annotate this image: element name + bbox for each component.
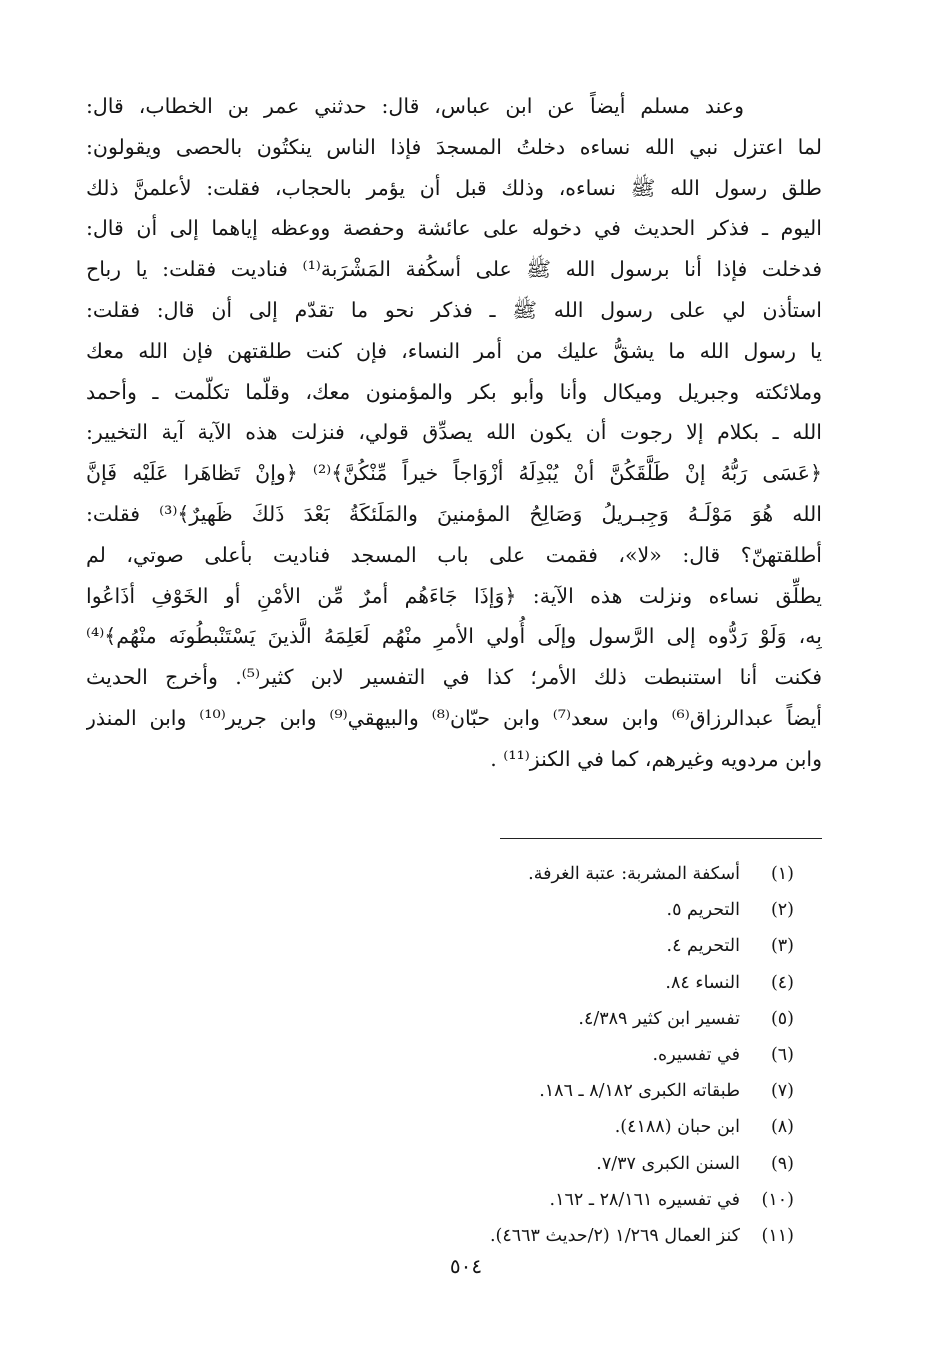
footnote <box>274 1109 794 1145</box>
footnote-number: (٢) <box>770 900 794 921</box>
text-line: يا رسول الله ما يشقُّ عليك من أمر النساء، فإن كنت طلقتهن فإن الله معك <box>86 338 822 363</box>
footnote-number: (٥) <box>770 1008 794 1029</box>
footnote-number: (١٠) <box>761 1189 794 1210</box>
footnote-text: أسكفة المشربة: عتبة الغرفة. <box>528 864 740 884</box>
text-line: استأذن لي على رسول الله ﷺ ـ فذكر نحو ما تقدّم إلى أن قال: فقلت: <box>86 297 822 322</box>
footnote-number: (٩) <box>770 1153 794 1174</box>
footnote-text: النساء ٨٤. <box>665 972 740 993</box>
footnote <box>274 1146 794 1182</box>
text-line: بِه، وَلَوْ رَدُّوه إلى الرَّسول وإلَى أُولي الأمرِ منْهُم لَعَلِمَهُ الَّذينَ يَسْتَنْبطُونَه منْهُم﴾⁽⁴⁾ <box>86 624 822 649</box>
text-line: أيضاً عبدالرزاق⁽⁶⁾ وابن سعد⁽⁷⁾ وابن حبّان⁽⁸⁾ والبيهقي⁽⁹⁾ وابن جرير⁽¹⁰⁾ وابن المنذر <box>86 705 822 730</box>
footnote <box>274 892 794 928</box>
footnotes <box>274 856 794 1254</box>
text-line: أطلقتهنّ؟ قال: «لا»، فقمت على باب المسجد فناديت بأعلى صوتي، لم <box>86 542 822 567</box>
footnote-text: تفسير ابن كثير ٤/٣٨٩. <box>578 1008 740 1029</box>
footnote-number: (١) <box>770 864 794 884</box>
footnote <box>274 856 794 892</box>
footnote <box>274 1001 794 1037</box>
text-line: لما اعتزل نبي الله نساءه دخلتُ المسجدَ فإذا الناس ينكتُون بالحصى ويقولون: <box>86 134 822 159</box>
footnote-text: طبقاته الكبرى ٨/١٨٢ ـ ١٨٦. <box>539 1081 740 1102</box>
footnote-text: في تفسيره. <box>652 1044 740 1065</box>
footnote-number: (٧) <box>770 1081 794 1102</box>
footnote-text: في تفسيره ٢٨/١٦١ ـ ١٦٢. <box>549 1189 740 1210</box>
footnote-text: التحريم ٤. <box>666 936 740 957</box>
text-line: وعند مسلم أيضاً عن ابن عباس، قال: حدثني عمر بن الخطاب، قال: <box>86 94 744 118</box>
text-line: فكنت أنا استنبطت ذلك الأمر؛ كذا في التفسير لابن كثير⁽⁵⁾. وأخرج الحديث <box>86 665 822 690</box>
text-line: ﴿عَسَى رَبُّهُ إنْ طَلَّقَكُنَّ أنْ يُبْدِلَهُ أزْوَاجاً خيراً مِّنْكُنَّ﴾⁽²⁾ ﴿وإنْ تَظاهَرا عَلَيْه فَإنَّ <box>86 461 822 486</box>
page-number: ٥٠٤ <box>449 1254 483 1278</box>
footnote-number: (٤) <box>770 972 794 993</box>
footnote <box>274 1073 794 1109</box>
footnote-text: كنز العمال ١/٢٦٩ (٢/حديث ٤٦٦٣). <box>489 1225 740 1246</box>
text-line: وملائكته وجبريل وميكال وأنا وأبو بكر والمؤمنون معك، وقلّما تكلّمت ـ وأحمد <box>86 379 822 404</box>
text-line: اليوم ـ فذكر الحديث في دخوله على عائشة وحفصة ووعظه إياهما إلى أن قال: <box>86 216 822 241</box>
footnote-text: التحريم ٥. <box>666 900 740 921</box>
text-line: يطلِّق نساءه ونزلت هذه الآية: ﴿وَإذَا جَاءَهُم أمرٌ مِّن الأمْنِ أو الخَوْفِ أذَاعُوا <box>86 583 822 608</box>
footnote <box>274 928 794 964</box>
footnote <box>274 965 794 1001</box>
text-line: فدخلت فإذا أنا برسول الله ﷺ على أسكُفة المَشْرَبة⁽¹⁾ فناديت فقلت: يا رباح <box>86 257 822 282</box>
footnote <box>274 1182 794 1218</box>
footnote <box>274 1037 794 1073</box>
text-line: وابن مردويه وغيرهم، كما في الكنز⁽¹¹⁾ . <box>490 746 822 771</box>
footnote-text: ابن حبان (٤١٨٨). <box>614 1117 740 1138</box>
footnote-text: السنن الكبرى ٧/٣٧. <box>596 1153 740 1174</box>
footnote-number: (٨) <box>770 1117 794 1138</box>
footnote-number: (١١) <box>761 1225 794 1246</box>
footnote-number: (٦) <box>770 1044 794 1065</box>
main-text <box>86 86 822 780</box>
text-line: الله هُوَ مَوْلَـهُ وَجِبـريلُ وَصَالِحُ المؤمنينَ والمَلَئكَةُ بَعْدَ ذَلكَ ظَهيرٌ﴾⁽³⁾ فقلت: <box>86 501 822 526</box>
footnote-divider <box>500 838 822 839</box>
footnote-number: (٣) <box>770 936 794 957</box>
footnote <box>274 1218 794 1254</box>
text-line: طلق رسول الله ﷺ نساءه، وذلك قبل أن يؤمر بالحجاب، فقلت: لأعلمنَّ ذلك <box>86 175 822 200</box>
text-line: الله ـ بكلام إلا رجوت أن يكون الله يصدِّق قولي، فنزلت هذه الآية آية التخيير: <box>86 420 822 445</box>
